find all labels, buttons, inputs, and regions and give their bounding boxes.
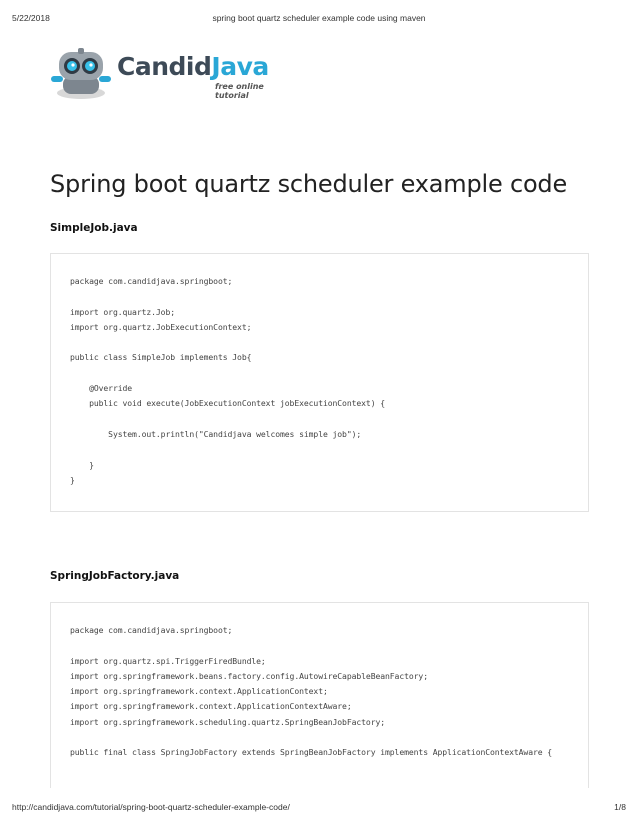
site-logo[interactable] (47, 46, 287, 102)
print-date: 5/22/2018 (12, 13, 50, 23)
article-title: Spring boot quartz scheduler example code (50, 170, 568, 198)
print-page-title: spring boot quartz scheduler example code using maven (212, 13, 426, 23)
print-page-number: 1/8 (614, 802, 626, 812)
code-block-simplejob (50, 253, 589, 512)
robot-mascot-icon (47, 46, 115, 102)
print-url: http://candidjava.com/tutorial/spring-boot-quartz-scheduler-example-code/ (12, 802, 290, 812)
code-block-springjobfactory (50, 602, 589, 788)
code-content: package com.candidjava.springboot; import org.quartz.Job; import org.quartz.JobExecutionContext; public class SimpleJob implements Job{ @Override public void execute(JobExecutionContext jobExecutionContext) { System.out.println("Candidjava welcomes simple job"); } } (70, 276, 386, 485)
logo-tagline: free online tutorial (215, 82, 264, 100)
print-header (12, 13, 626, 25)
file-label-springjobfactory: SpringJobFactory.java (50, 570, 180, 582)
file-label-simplejob: SimpleJob.java (50, 222, 138, 234)
logo-wordmark (117, 52, 269, 81)
print-footer (12, 802, 626, 814)
logo-name-part2: Java (211, 52, 269, 81)
code-content: package com.candidjava.springboot; import org.quartz.spi.TriggerFiredBundle; import org.springframework.beans.factory.config.AutowireCapableBeanFactory; import org.springframework.context.ApplicationContext; import org.springframework.context.ApplicationContextAware; import org.springframework.scheduling.quartz.SpringBeanJobFactory; public final class SpringJobFactory extends SpringBeanJobFactory implements ApplicationContextAware { (70, 625, 553, 758)
logo-name-part1: Candid (117, 52, 212, 81)
